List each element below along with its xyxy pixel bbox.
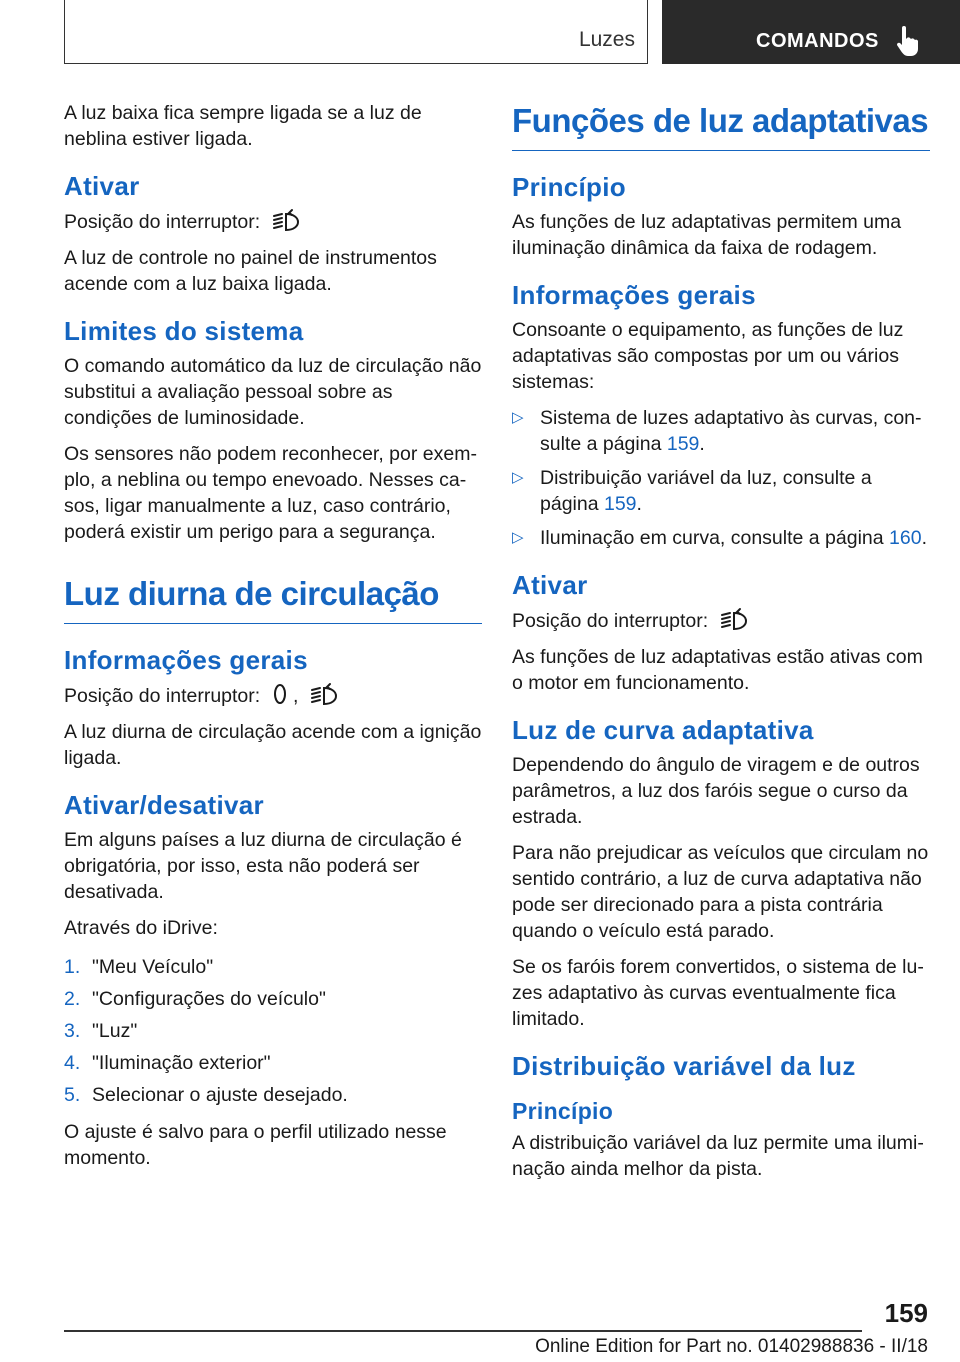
- step-number: 2.: [64, 988, 81, 1010]
- bullet-triangle-icon: ▷: [512, 409, 524, 426]
- heading-informacoes-right: Informações gerais: [512, 280, 756, 310]
- switch-position-label-2: Posição do interruptor:: [64, 685, 261, 707]
- curva-paragraph-3: Se os faróis forem convertidos, o sistema de luzes adaptativo às curvas eventualmente fica limitado.: [512, 956, 924, 1030]
- control-light-paragraph: A luz de controle no painel de instrumentos acende com a luz baixa ligada.: [64, 247, 437, 295]
- edition-note: Online Edition for Part no. 01402988836 - II/18: [535, 1336, 928, 1357]
- heading-principio-2: Princípio: [512, 1098, 614, 1124]
- switch-position-label-3: Posição do interruptor:: [512, 610, 709, 632]
- list-item: [64, 983, 482, 1015]
- intro-paragraph: A luz baixa fica sempre ligada se a luz de neblina estiver ligada.: [64, 102, 422, 150]
- list-item: [64, 951, 482, 983]
- distribuicao-paragraph: A distribuição variável da luz permite uma iluminação ainda melhor da pista.: [512, 1132, 924, 1180]
- principio-paragraph: As funções de luz adaptativas permitem uma iluminação dinâmica da faixa de rodagem.: [512, 211, 902, 259]
- heading-principio: Princípio: [512, 172, 626, 202]
- chapter-title: COMANDOS: [756, 30, 879, 52]
- idrive-steps: [64, 951, 482, 1111]
- diurna-paragraph: A luz diurna de circulação acende com a ignição ligada.: [64, 721, 482, 769]
- step-text: "Configurações do veículo": [92, 988, 326, 1010]
- bullet-triangle-icon: ▷: [512, 469, 524, 486]
- auto-headlight-icon: [720, 607, 750, 631]
- heading-ativar-right: Ativar: [512, 570, 588, 600]
- heading-informacoes: Informações gerais: [64, 645, 308, 675]
- heading-distribuicao: Distribuição variável da luz: [512, 1051, 856, 1081]
- list-item: [512, 405, 930, 457]
- switch-position-label: Posição do interruptor:: [64, 211, 261, 233]
- page-header: [0, 0, 960, 66]
- consoante-paragraph: Consoante o equipamento, as funções de luz adaptativas são compostas por um ou vários sistemas:: [512, 319, 904, 393]
- bullet-text: Distribuição variável da luz, consulte a página: [540, 467, 872, 515]
- limites-paragraph-1: O comando automático da luz de circulação não substitui a avaliação pessoal sobre as condições de luminosidade.: [64, 355, 482, 429]
- heading-ativar: Ativar: [64, 171, 140, 201]
- step-number: 3.: [64, 1020, 81, 1042]
- paises-paragraph: Em alguns países a luz diurna de circulação é obrigatória, por isso, esta não poderá ser desativada.: [64, 829, 462, 903]
- heading-luz-diurna: Luz diurna de circulação: [64, 573, 482, 624]
- section-tab: [64, 0, 648, 64]
- bullet-end: .: [699, 433, 705, 455]
- step-text: Selecionar o ajuste desejado.: [92, 1084, 348, 1106]
- step-number: 4.: [64, 1052, 81, 1074]
- heading-ativar-desativar: Ativar/desativar: [64, 790, 264, 820]
- list-item: [64, 1079, 482, 1111]
- bullet-text: Sistema de luzes adaptativo às curvas, consulte a página: [540, 407, 922, 455]
- left-column: [64, 100, 482, 1181]
- step-number: 1.: [64, 956, 81, 978]
- systems-list: [512, 405, 930, 551]
- page-link-159[interactable]: 159: [603, 493, 637, 515]
- heading-funcoes-adaptativas: Funções de luz adaptativas: [512, 100, 930, 151]
- switch-position-line-2: [64, 682, 482, 709]
- curva-paragraph-2: Para não prejudicar as veículos que circulam no sentido contrário, a luz de curva adaptativa não pode ser direcionado para a pista contrária quando o veículo está parado.: [512, 842, 929, 942]
- auto-headlight-icon: [272, 208, 302, 232]
- step-text: "Iluminação exterior": [92, 1052, 271, 1074]
- switch-position-line-3: [512, 607, 930, 634]
- bullet-triangle-icon: ▷: [512, 529, 524, 546]
- list-item: [512, 525, 930, 551]
- page-number: 159: [884, 1298, 928, 1328]
- ativas-paragraph: As funções de luz adaptativas estão ativas com o motor em funcionamento.: [512, 646, 923, 694]
- page-link-160[interactable]: 160: [889, 527, 922, 549]
- switch-position-line: [64, 208, 482, 235]
- heading-luz-curva: Luz de curva adaptativa: [512, 715, 814, 745]
- list-item: [64, 1047, 482, 1079]
- bullet-end: .: [921, 527, 927, 549]
- auto-headlight-icon: [310, 682, 340, 706]
- off-position-icon: [272, 682, 288, 706]
- list-item: [64, 1015, 482, 1047]
- footer-divider: [64, 1330, 862, 1332]
- heading-limites: Limites do sistema: [64, 316, 304, 346]
- step-text: "Luz": [92, 1020, 138, 1042]
- bullet-text: Iluminação em curva, consulte a página: [540, 527, 890, 549]
- bullet-end: .: [636, 493, 642, 515]
- limites-paragraph-2: Os sensores não podem reconhecer, por exemplo, a neblina ou tempo enevoado. Nesses casos, ligar manualmente a luz, caso contrário, poderá existir um perigo para a segurança.: [64, 443, 477, 543]
- step-number: 5.: [64, 1084, 81, 1106]
- salvo-paragraph: O ajuste é salvo para o perfil utilizado nesse momento.: [64, 1121, 447, 1169]
- page-link-159[interactable]: 159: [666, 433, 700, 455]
- idrive-paragraph: Através do iDrive:: [64, 917, 218, 939]
- list-item: [512, 465, 930, 517]
- section-title: Luzes: [578, 28, 635, 51]
- pointing-hand-icon: [896, 26, 922, 56]
- right-column: [512, 100, 930, 1192]
- step-text: "Meu Veículo": [92, 956, 214, 978]
- icon-separator: ,: [293, 685, 299, 707]
- curva-paragraph-1: Dependendo do ângulo de viragem e de outros parâmetros, a luz dos faróis segue o curso da estrada.: [512, 754, 920, 828]
